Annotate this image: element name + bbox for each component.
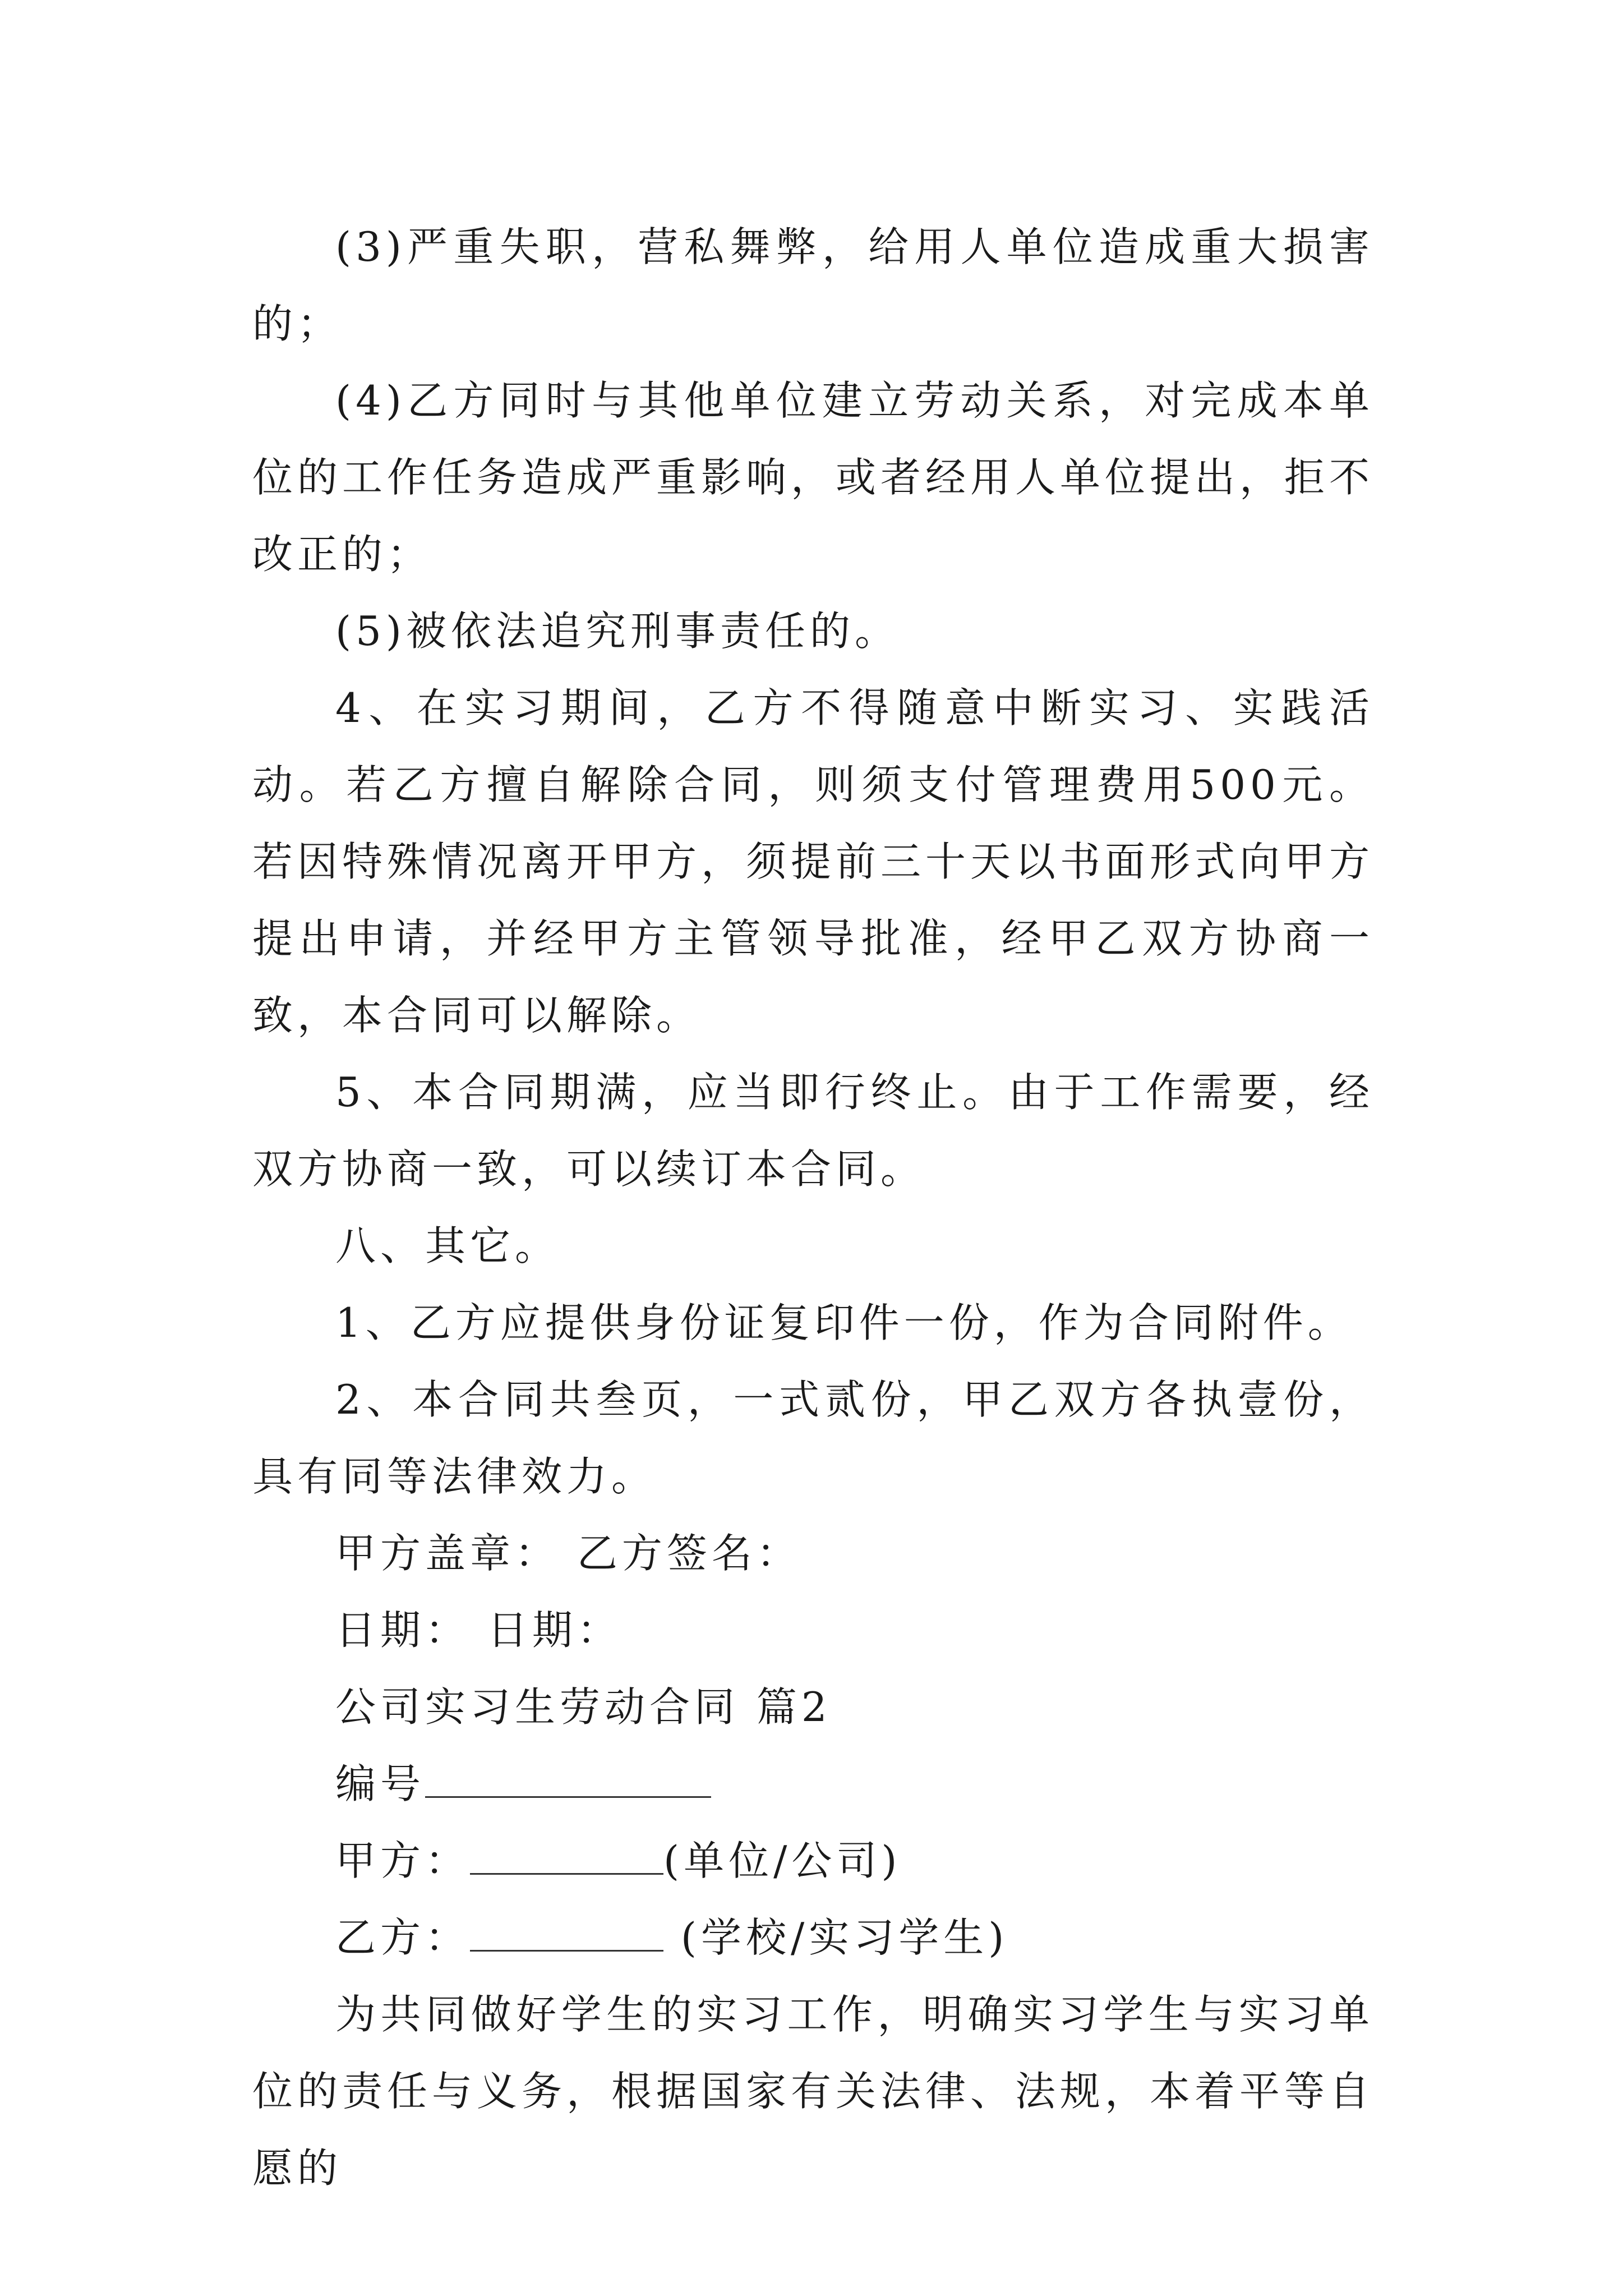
party-b-blank <box>470 1915 663 1952</box>
party-a-blank <box>470 1838 663 1875</box>
serial-number-line <box>252 1746 1374 1823</box>
copies-paragraph: 2、本合同共叁页，一式贰份，甲乙双方各执壹份，具有同等法律效力。 <box>252 1376 1374 1500</box>
party-b-suffix: (学校/实习学生) <box>663 1914 1009 1961</box>
purpose-paragraph: 为共同做好学生的实习工作，明确实习学生与实习单位的责任与义务，根据国家有关法律、法规，本着平等自愿的 <box>252 1991 1375 2192</box>
contract-title-2: 公司实习生劳动合同 篇2 <box>335 1683 832 1731</box>
party-a-line <box>252 1823 1374 1899</box>
signature-line: 甲方盖章： 乙方签名： <box>335 1530 801 1577</box>
party-b-line <box>252 1899 1374 1976</box>
id-copy-paragraph: 1、乙方应提供身份证复印件一份，作为合同附件。 <box>335 1299 1353 1346</box>
clause-4-paragraph: (4)乙方同时与其他单位建立劳动关系，对完成本单位的工作任务造成严重影响，或者经用人单位提出，拒不改正的； <box>252 377 1375 578</box>
clause-5-paragraph: (5)被依法追究刑事责任的。 <box>335 608 900 655</box>
party-a-suffix: (单位/公司) <box>663 1837 902 1884</box>
serial-blank <box>425 1761 711 1798</box>
party-a-label: 甲方： <box>335 1837 471 1884</box>
document-page <box>252 209 1374 2207</box>
internship-termination-paragraph: 4、在实习期间，乙方不得随意中断实习、实践活动。若乙方擅自解除合同，则须支付管理费用500元。若因特殊情况离开甲方，须提前三十天以书面形式向甲方提出申请，并经甲方主管领导批准，经甲乙双方协商一致，本合同可以解除。 <box>252 684 1375 1039</box>
section-8-heading: 八、其它。 <box>335 1222 560 1269</box>
contract-expiry-paragraph: 5、本合同期满，应当即行终止。由于工作需要，经双方协商一致，可以续订本合同。 <box>252 1069 1374 1193</box>
party-b-label: 乙方： <box>335 1914 471 1961</box>
clause-3-paragraph: (3)严重失职，营私舞弊，给用人单位造成重大损害的； <box>252 223 1374 347</box>
date-line: 日期： 日期： <box>335 1607 622 1654</box>
serial-label: 编号 <box>335 1760 426 1807</box>
